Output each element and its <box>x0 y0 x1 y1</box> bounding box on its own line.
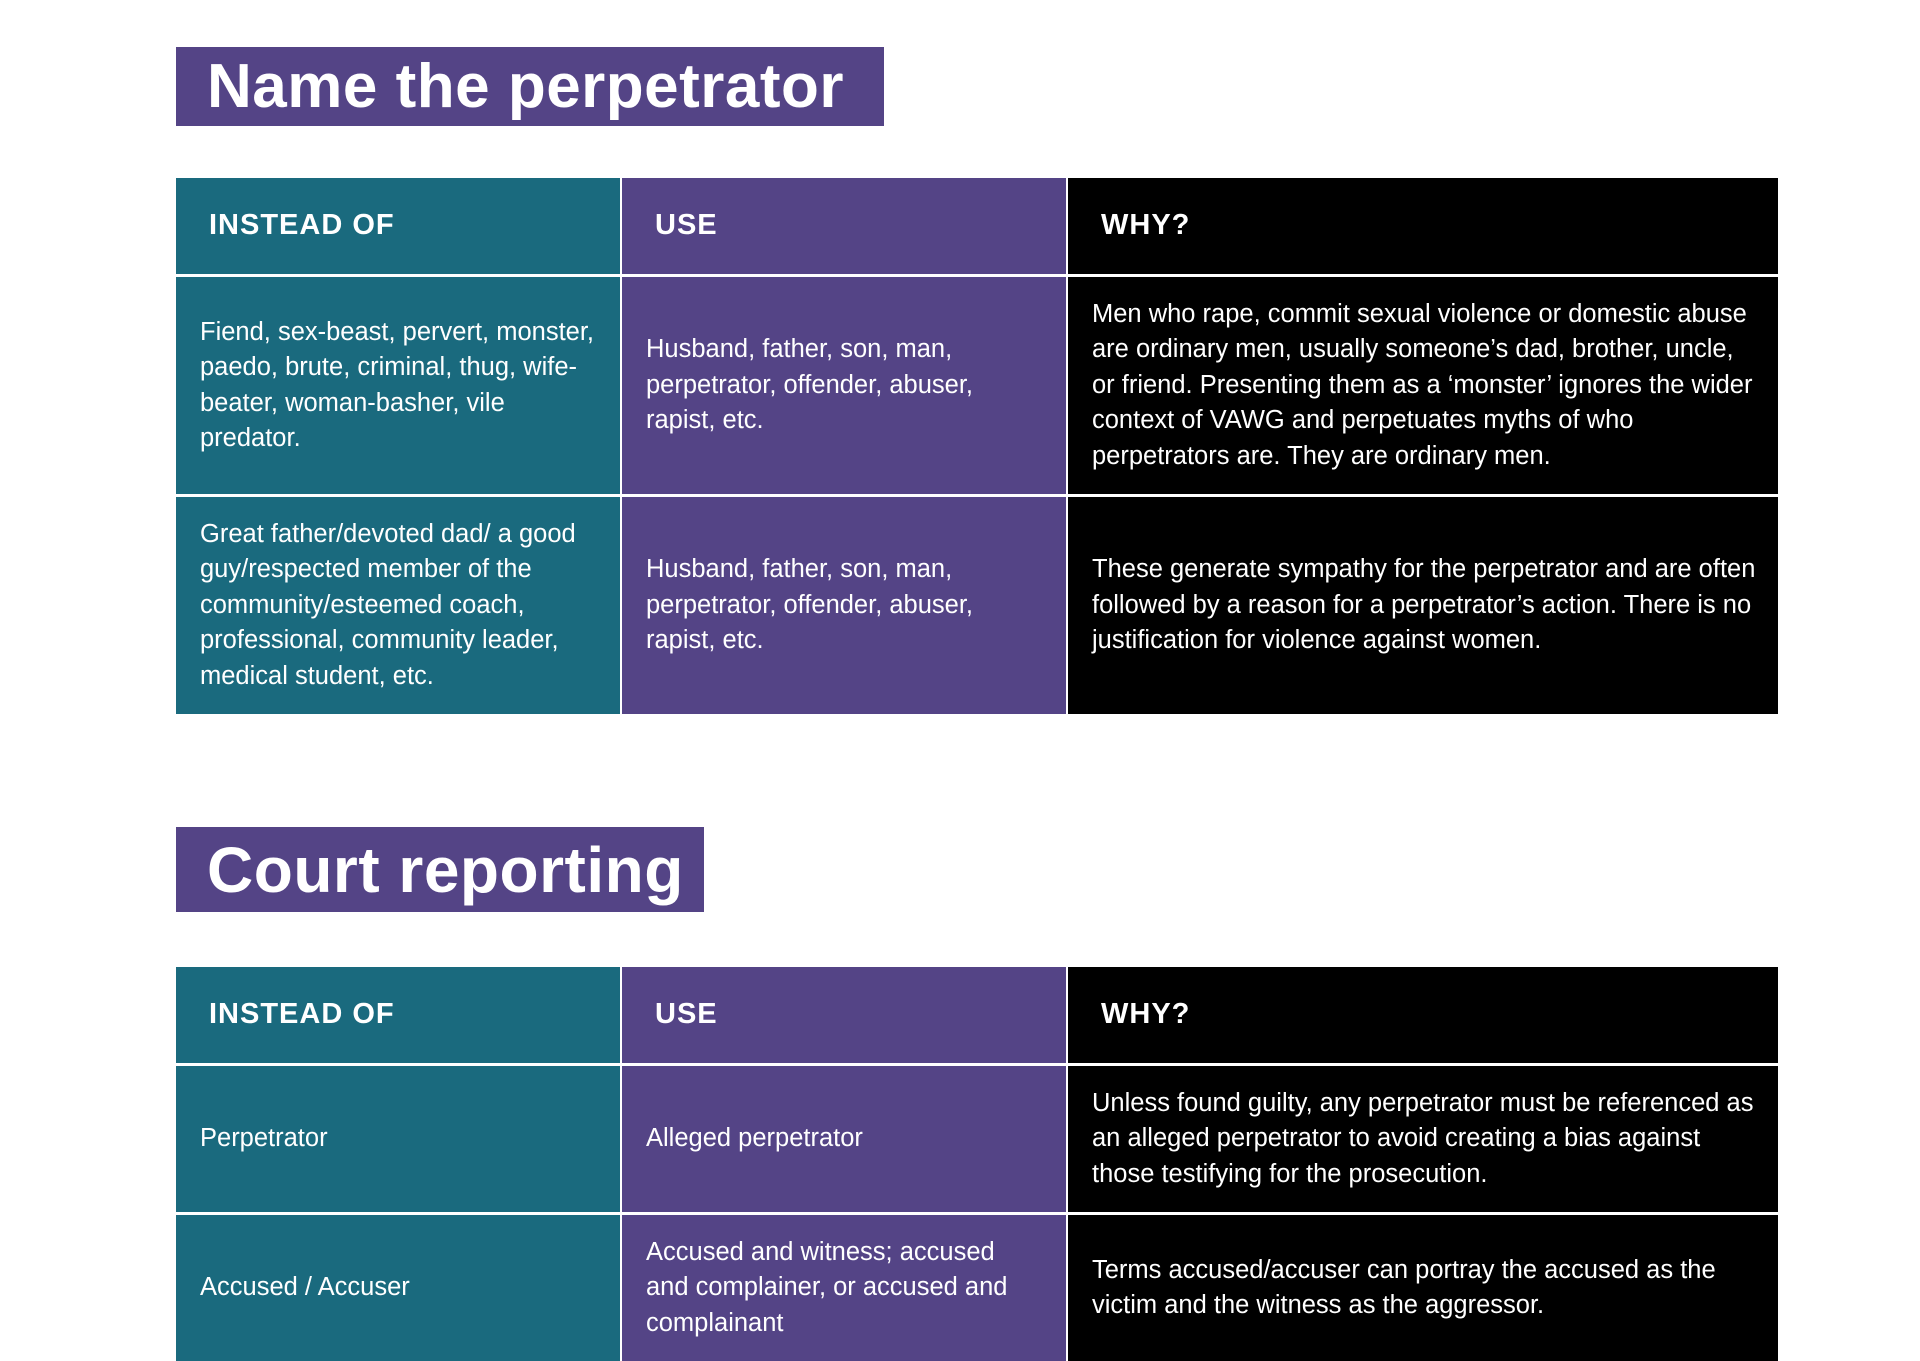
header-why: WHY? <box>1068 967 1778 1063</box>
row-1-use: Husband, father, son, man, perpetrator, offender, abuser, rapist, etc. <box>622 277 1066 494</box>
row-1-why: Unless found guilty, any perpetrator must be referenced as an alleged perpetrator to avoid creating a bias against those testifying for the prosecution. <box>1068 1066 1778 1212</box>
header-instead-of: INSTEAD OF <box>176 178 620 274</box>
name-the-perpetrator-table <box>176 178 1778 714</box>
section-title-name-the-perpetrator: Name the perpetrator <box>176 47 884 126</box>
row-2-why: These generate sympathy for the perpetrator and are often followed by a reason for a perpetrator’s action. There is no justification for violence against women. <box>1068 497 1778 714</box>
court-reporting-table <box>176 967 1778 1361</box>
header-use: USE <box>622 967 1066 1063</box>
header-use: USE <box>622 178 1066 274</box>
header-why: WHY? <box>1068 178 1778 274</box>
row-1-use: Alleged perpetrator <box>622 1066 1066 1212</box>
row-1-instead-of: Perpetrator <box>176 1066 620 1212</box>
row-2-instead-of: Accused / Accuser <box>176 1215 620 1361</box>
row-2-use: Accused and witness; accused and complainer, or accused and complainant <box>622 1215 1066 1361</box>
row-2-instead-of: Great father/devoted dad/ a good guy/respected member of the community/esteemed coach, professional, community leader, medical student, etc. <box>176 497 620 714</box>
header-instead-of: INSTEAD OF <box>176 967 620 1063</box>
row-2-use: Husband, father, son, man, perpetrator, offender, abuser, rapist, etc. <box>622 497 1066 714</box>
row-2-why: Terms accused/accuser can portray the accused as the victim and the witness as the aggressor. <box>1068 1215 1778 1361</box>
row-1-instead-of: Fiend, sex-beast, pervert, monster, paedo, brute, criminal, thug, wife-beater, woman-basher, vile predator. <box>176 277 620 494</box>
section-title-court-reporting: Court reporting <box>176 827 704 912</box>
row-1-why: Men who rape, commit sexual violence or domestic abuse are ordinary men, usually someone’s dad, brother, uncle, or friend. Presenting them as a ‘monster’ ignores the wider context of VAWG and perpetuates myths of who perpetrators are. They are ordinary men. <box>1068 277 1778 494</box>
